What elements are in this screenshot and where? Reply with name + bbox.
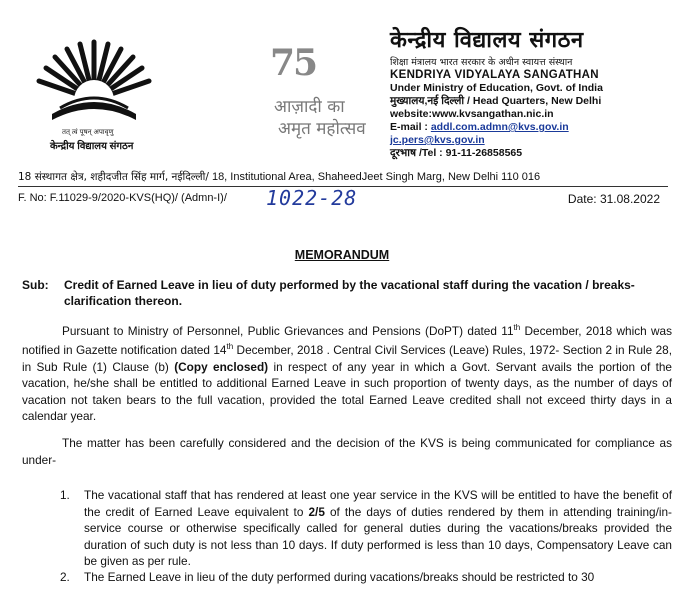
para1-d: in respect of any year in which a Govt. Servant avails the portion of the vacation, he/she shall be entitled to additional Earned Leave in such proportion of twenty days, as the number of days of vacation not taken bears to the full vacation, provided the total Earned Leave credited shall not exceed thirty days in a calendar year. [22,359,672,424]
item-number: 1. [60,488,70,502]
org-english-title: KENDRIYA VIDYALAYA SANGATHAN [390,69,599,81]
item-number: 2. [60,570,70,584]
org-tel: दूरभाष /Tel : 91-11-26858565 [390,147,523,159]
amrit-line1: आज़ादी का [274,97,345,117]
file-number: F. No: F.11029-9/2020-KVS(HQ)/ (Admn-I)/ [18,192,227,204]
memo-title: MEMORANDUM [294,248,390,262]
amrit-75-text: 75 [270,42,317,84]
email-link-2[interactable]: jc.pers@kvs.gov.in [390,134,485,146]
handwritten-number: 1022-28 [266,186,358,210]
para1-c: December, 2018 . Central Civil Services (Leave) Rules, 1972- Section 2 in Rule 28, in Sub Rule (1) Clause (b) [22,343,673,374]
list-item [60,487,672,570]
org-hindi-title: केन्द्रीय विद्यालय संगठन [390,28,584,53]
address-english: 18, Institutional Area, ShaheedJeet Singh Marg, New Delhi 110 016 [208,171,541,183]
org-header [390,24,680,160]
address-hindi: 18 संस्थागत क्षेत्र, शहीदजीत सिंह मार्ग, नईदिल्ली/ [18,171,209,183]
org-email-row [390,121,680,134]
org-email-row-2 [390,134,680,147]
para1-sup2: th [226,342,234,352]
email-label: E-mail : [390,121,431,133]
logo-motto: तत् त्वं पूषन् अपावृणु [62,129,114,136]
paragraph-1 [22,320,672,425]
para1-a: Pursuant to Ministry of Personnel, Public Grievances and Pensions (DoPT) dated 11 [62,323,514,338]
list-item [60,569,672,586]
logo-name: केन्द्रीय विद्यालय संगठन [50,141,134,152]
item-text [84,487,672,570]
item1-a: The vacational staff that has rendered at least one year service in the KVS will be entitled to have the benefit of the credit of Earned Leave equivalent to [84,488,672,519]
item-text: The Earned Leave in lieu of the duty performed during vacations/breaks should be restricted to 30 [84,570,595,584]
para1-b: December, 2018 which was notified in Gazette notification dated 14 [22,323,672,358]
subject-text: Credit of Earned Leave in lieu of duty performed by the vacational staff during the vacation / breaks-clarification thereon. [64,278,635,308]
amrit-line2: अमृत महोत्सव [278,119,366,139]
item1-bold: 2/5 [308,504,325,519]
email-link-1[interactable]: addl.com.admn@kvs.gov.in [430,121,569,133]
org-ministry: Under Ministry of Education, Govt. of India [390,82,603,94]
paragraph-2: The matter has been carefully considered and the decision of the KVS is being communicated for compliance as under- [22,436,672,467]
amrit-mahotsav-logo [262,42,366,139]
org-hq: मुख्यालय,नई दिल्ली / Head Quarters, New Delhi [390,95,602,107]
org-website[interactable]: website:www.kvsangathan.nic.in [390,108,554,120]
org-hindi-ministry: शिक्षा मंत्रालय भारत सरकार के अधीन स्वायत्त संस्थान [390,57,573,68]
subject [22,277,650,309]
para1-bold: (Copy enclosed) [174,359,269,374]
address-line [18,170,668,187]
item1-b: of the days of duties rendered by them in attending training/in-service course or otherwise specifically called for general duties during the vacations/breaks provided the duration of such duty is not less than 10 days. If duty performed is less than 10 days, Compensatory Leave can be given as per rule. [84,504,672,568]
memo-date: Date: 31.08.2022 [567,192,660,206]
subject-label: Sub: [22,278,49,292]
para1-sup1: th [513,323,521,332]
